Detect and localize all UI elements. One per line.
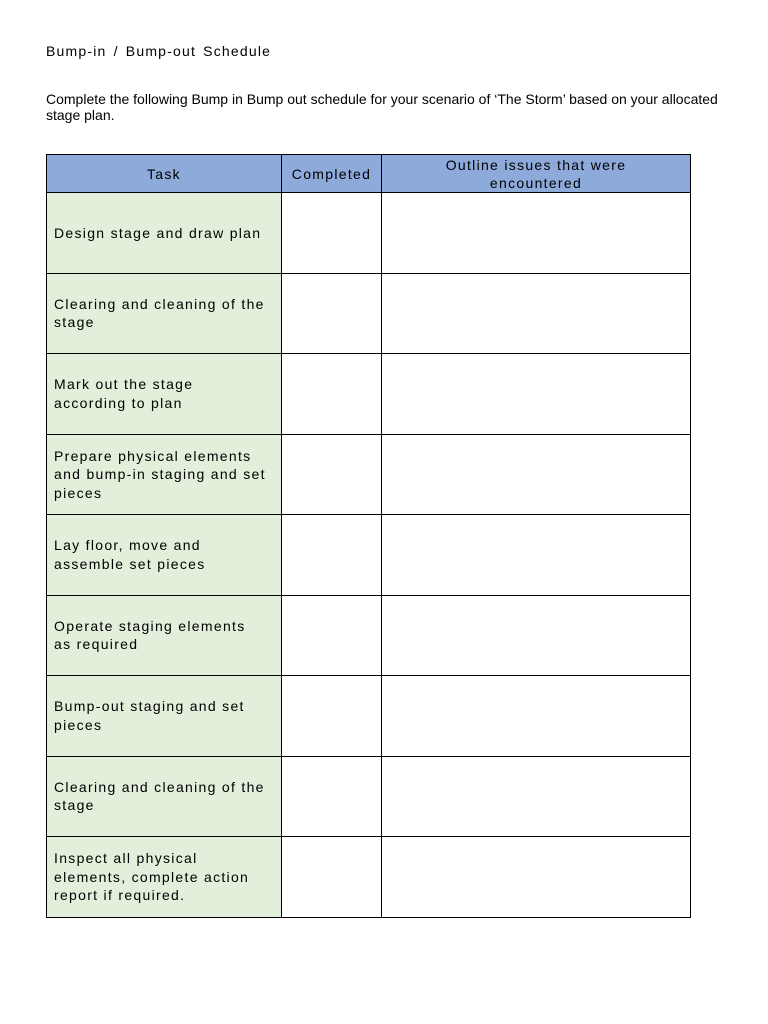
issues-cell[interactable] <box>382 756 691 837</box>
issues-cell[interactable] <box>382 837 691 918</box>
task-cell: Operate staging elements as required <box>47 595 282 676</box>
schedule-table <box>46 154 691 918</box>
issues-cell[interactable] <box>382 273 691 354</box>
table-row <box>47 837 691 918</box>
table-row <box>47 354 691 435</box>
completed-cell[interactable] <box>282 515 382 596</box>
task-cell: Bump-out staging and set pieces <box>47 676 282 757</box>
issues-cell[interactable] <box>382 193 691 274</box>
issues-cell[interactable] <box>382 515 691 596</box>
completed-cell[interactable] <box>282 756 382 837</box>
header-task: Task <box>47 155 282 193</box>
table-row <box>47 595 691 676</box>
table-row <box>47 273 691 354</box>
table-row <box>47 434 691 515</box>
task-cell: Lay floor, move and assemble set pieces <box>47 515 282 596</box>
table-row <box>47 676 691 757</box>
table-row <box>47 515 691 596</box>
task-cell: Inspect all physical elements, complete action report if required. <box>47 837 282 918</box>
issues-cell[interactable] <box>382 595 691 676</box>
completed-cell[interactable] <box>282 273 382 354</box>
issues-cell[interactable] <box>382 354 691 435</box>
table-header-row <box>47 155 691 193</box>
task-cell: Design stage and draw plan <box>47 193 282 274</box>
task-cell: Prepare physical elements and bump-in staging and set pieces <box>47 434 282 515</box>
issues-cell[interactable] <box>382 676 691 757</box>
task-cell: Clearing and cleaning of the stage <box>47 756 282 837</box>
table-row <box>47 193 691 274</box>
issues-cell[interactable] <box>382 434 691 515</box>
header-issues: Outline issues that were encountered <box>382 155 691 193</box>
completed-cell[interactable] <box>282 434 382 515</box>
document-title: Bump-in / Bump-out Schedule <box>46 43 272 59</box>
task-cell: Clearing and cleaning of the stage <box>47 273 282 354</box>
instructions-text: Complete the following Bump in Bump out schedule for your scenario of ‘The Storm’ based on your allocated stage plan. <box>46 91 718 123</box>
completed-cell[interactable] <box>282 676 382 757</box>
header-completed: Completed <box>282 155 382 193</box>
completed-cell[interactable] <box>282 837 382 918</box>
completed-cell[interactable] <box>282 595 382 676</box>
completed-cell[interactable] <box>282 193 382 274</box>
completed-cell[interactable] <box>282 354 382 435</box>
task-cell: Mark out the stage according to plan <box>47 354 282 435</box>
table-row <box>47 756 691 837</box>
